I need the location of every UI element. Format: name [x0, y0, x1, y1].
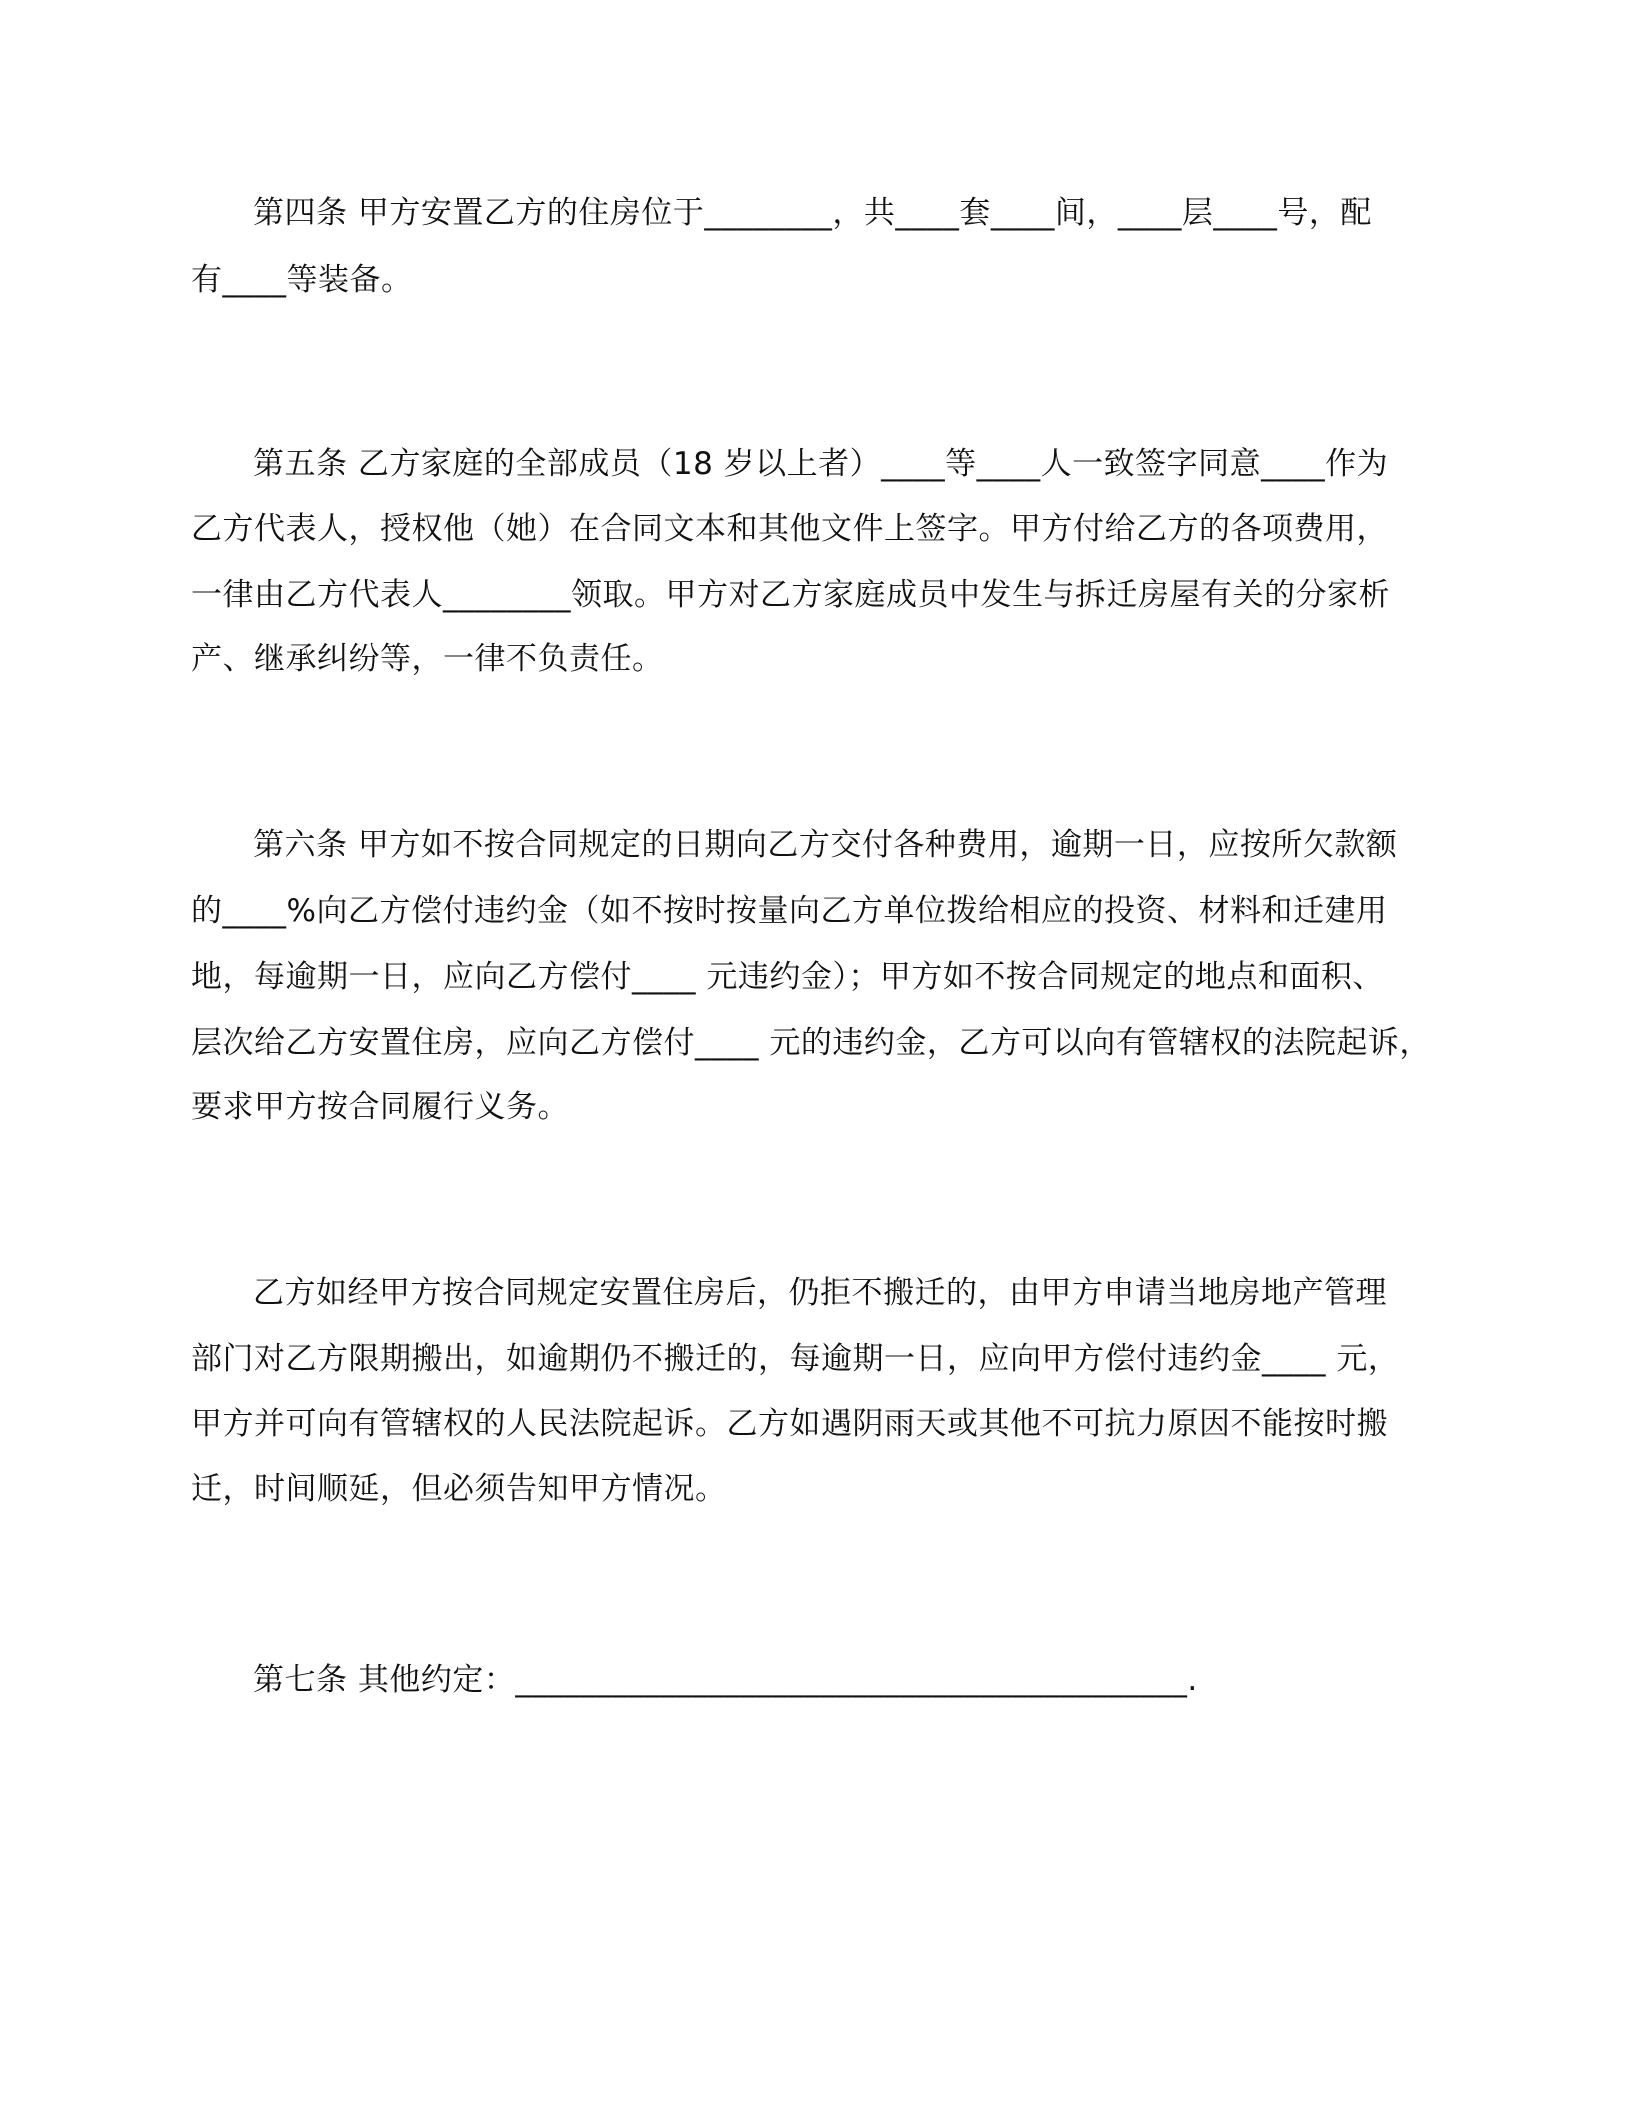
text-line: 第五条 乙方家庭的全部成员（18 岁以上者）____等____人一致签字同意____作为	[253, 446, 1389, 482]
text-line: 第六条 甲方如不按合同规定的日期向乙方交付各种费用，逾期一日，应按所欠款额	[253, 827, 1398, 863]
text-line: 部门对乙方限期搬出，如逾期仍不搬迁的，每逾期一日，应向甲方偿付违约金____ 元，	[191, 1341, 1400, 1377]
text-line: 产、继承纠纷等，一律不负责任。	[191, 641, 664, 677]
text-line: 要求甲方按合同履行义务。	[191, 1089, 569, 1125]
text-line: 层次给乙方安置住房，应向乙方偿付____ 元的违约金，乙方可以向有管辖权的法院起诉，	[191, 1025, 1431, 1061]
text-line: 甲方并可向有管辖权的人民法院起诉。乙方如遇阴雨天或其他不可抗力原因不能按时搬	[191, 1406, 1388, 1442]
text-line: 乙方如经甲方按合同规定安置住房后，仍拒不搬迁的，由甲方申请当地房地产管理	[253, 1275, 1387, 1311]
text-line: 的____%向乙方偿付违约金（如不按时按量向乙方单位拨给相应的投资、材料和迁建用	[191, 893, 1388, 929]
text-line: 乙方代表人，授权他（她）在合同文本和其他文件上签字。甲方付给乙方的各项费用，	[191, 511, 1388, 547]
text-line: 第七条 其他约定：__________________________________________.	[253, 1662, 1198, 1698]
text-line: 有____等装备。	[191, 262, 413, 298]
text-line: 第四条 甲方安置乙方的住房位于________，共____套____间，____层____号，配	[253, 195, 1372, 231]
text-line: 迁，时间顺延，但必须告知甲方情况。	[191, 1471, 727, 1507]
text-line: 一律由乙方代表人________领取。甲方对乙方家庭成员中发生与拆迁房屋有关的分家析	[191, 577, 1390, 613]
text-line: 地，每逾期一日，应向乙方偿付____ 元违约金）；甲方如不按合同规定的地点和面积、	[191, 959, 1384, 995]
